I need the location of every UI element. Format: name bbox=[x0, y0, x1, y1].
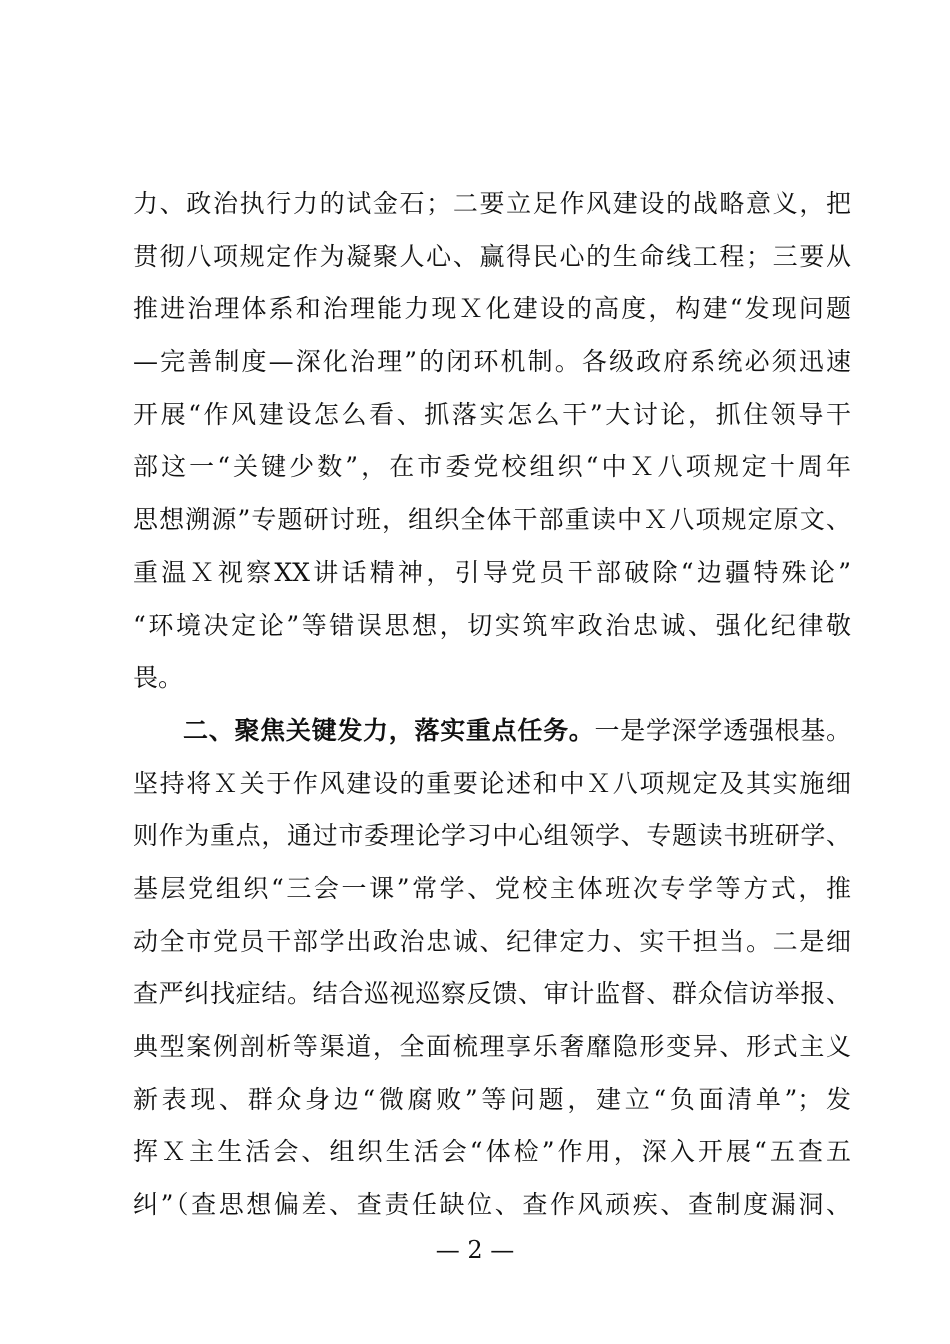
text-line: 查严纠找症结。结合巡视巡察反馈、审计监督、群众信访举报、 bbox=[133, 979, 851, 1009]
text-line: 纠”（查思想偏差、查责任缺位、查作风顽疾、查制度漏洞、 bbox=[133, 1190, 851, 1220]
section-first-line-text: 一是学深学透强根基。 bbox=[594, 715, 851, 745]
text-line: —完善制度—深化治理”的闭环机制。各级政府系统必须迅速 bbox=[133, 347, 851, 377]
text-line: 思想溯源”专题研讨班，组织全体干部重读中Ｘ八项规定原文、 bbox=[133, 505, 851, 535]
text-line: 部这一“关键少数”，在市委党校组织“中Ｘ八项规定十周年 bbox=[133, 452, 851, 482]
text-line: 重温Ｘ视察XX讲话精神，引导党员干部破除“边疆特殊论” bbox=[133, 557, 851, 587]
text-line: 畏。 bbox=[133, 663, 184, 693]
document-body bbox=[133, 178, 851, 1232]
section-heading-line bbox=[133, 705, 851, 758]
text-line: 基层党组织“三会一课”常学、党校主体班次专学等方式，推 bbox=[133, 873, 851, 903]
section-heading: 二、聚焦关键发力，落实重点任务。 bbox=[183, 715, 595, 745]
text-line: “环境决定论”等错误思想，切实筑牢政治忠诚、强化纪律敬 bbox=[133, 610, 851, 640]
text-line: 挥Ｘ主生活会、组织生活会“体检”作用，深入开展“五查五 bbox=[133, 1137, 851, 1167]
text-line: 典型案例剖析等渠道，全面梳理享乐奢靡隐形变异、形式主义 bbox=[133, 1032, 851, 1061]
text-line: 新表现、群众身边“微腐败”等问题，建立“负面清单”；发 bbox=[133, 1084, 851, 1114]
text-line: 贯彻八项规定作为凝聚人心、赢得民心的生命线工程；三要从 bbox=[133, 241, 851, 271]
text-line: 力、政治执行力的试金石；二要立足作风建设的战略意义，把 bbox=[133, 189, 851, 218]
text-line: 则作为重点，通过市委理论学习中心组领学、专题读书班研学、 bbox=[133, 821, 851, 851]
page-number: — 2 — bbox=[435, 1236, 515, 1264]
text-line: 坚持将Ｘ关于作风建设的重要论述和中Ｘ八项规定及其实施细 bbox=[133, 768, 851, 798]
text-line: 推进治理体系和治理能力现Ｘ化建设的高度，构建“发现问题 bbox=[133, 294, 851, 324]
text-line: 动全市党员干部学出政治忠诚、纪律定力、实干担当。二是细 bbox=[133, 926, 851, 956]
text-line: 开展“作风建设怎么看、抓落实怎么干”大讨论，抓住领导干 bbox=[133, 399, 851, 429]
